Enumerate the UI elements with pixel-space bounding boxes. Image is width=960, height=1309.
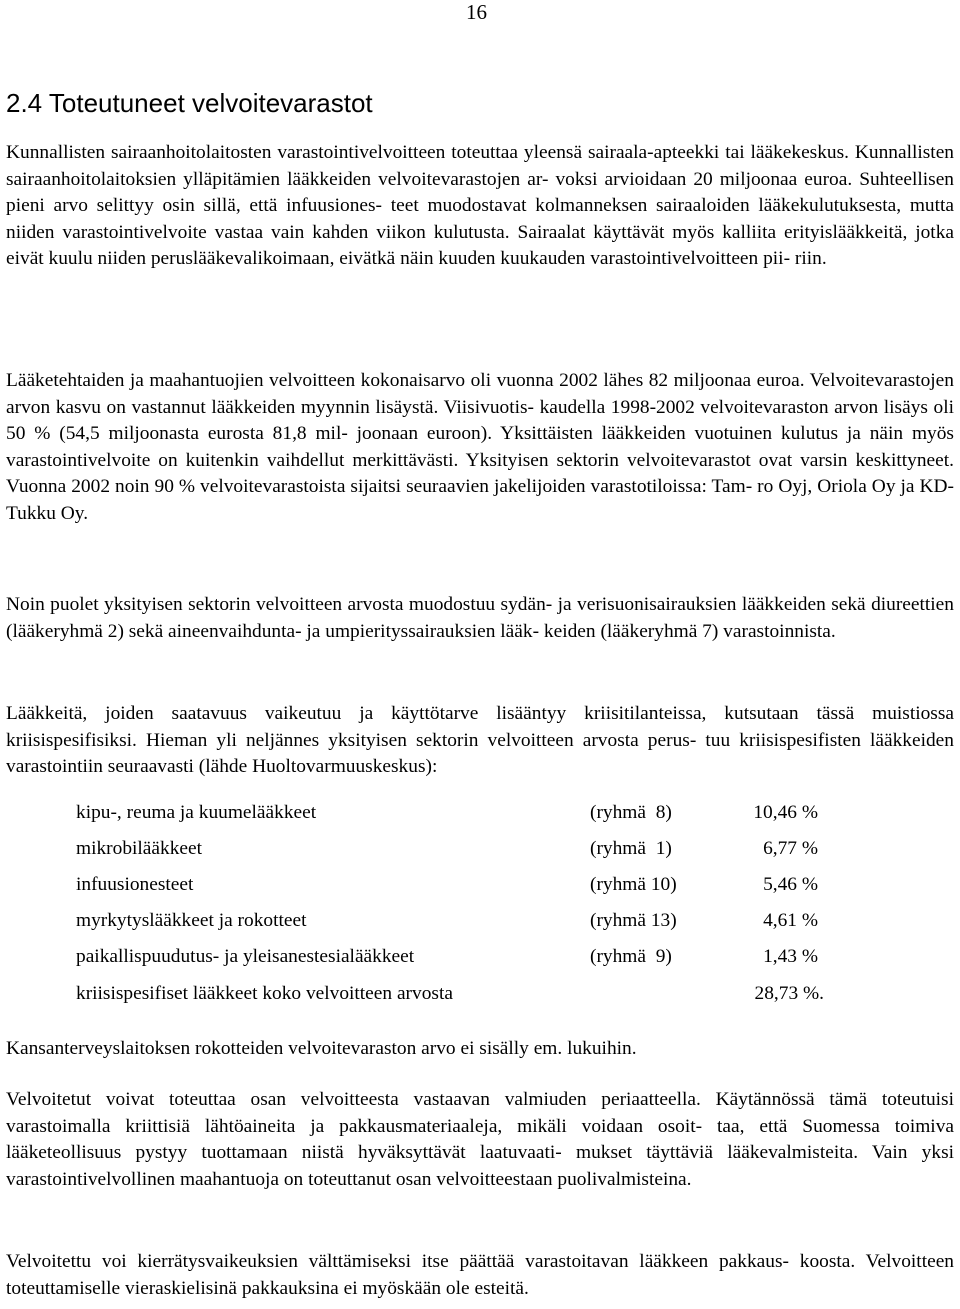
drug-group-name: paikallispuudutus- ja yleisanestesialääkkeet	[76, 946, 415, 967]
list-item	[76, 835, 836, 863]
paragraph-package-size	[6, 1249, 954, 1302]
list-item	[76, 907, 836, 935]
text-segment: ro Oyj, Oriola Oy ja KD-Tukku Oy.	[6, 476, 954, 524]
text-segment: kaudella 1998-2002 velvoitevaraston arvon lisäys oli 50 % (54,5 miljoonasta eurosta 81,8 mil -	[6, 397, 954, 445]
text-segment: tuu kriisispesifisten lääkkeiden varastointiin seuraavasti (lähde Huoltovarmuuskeskus):	[6, 729, 954, 778]
list-item	[76, 943, 836, 971]
text-segment: Velvoitetut voivat toteuttaa osan velvoitteesta vastaavan valmiuden periaatteella. Käytännössä tämä toteutuisi varastoimalla kriittisiä lähtöaineita ja pakkausmateriaaleja, mikäli voidaan osoit	[6, 1089, 954, 1137]
drug-group-percent: 5,46 %	[763, 874, 818, 895]
drug-total-percent: 28,73 %.	[754, 983, 824, 1004]
paragraph-readiness-principle	[6, 1087, 954, 1193]
drug-group-percent: 6,77 %	[763, 838, 818, 859]
section-heading: 2.4 Toteutuneet velvoitevarastot	[6, 88, 373, 118]
drug-group-number: (ryhmä 9)	[590, 946, 672, 967]
drug-group-number: (ryhmä 10)	[590, 874, 677, 895]
text-segment: taa, että Suomessa toimiva lääketeollisuus pystyy tuottamaan niistä hyväksyttävät laatuvaati -	[6, 1116, 954, 1164]
drug-group-percent: 10,46 %	[753, 802, 818, 823]
page-number: 16	[466, 0, 487, 24]
list-item	[76, 871, 836, 899]
paragraph-drug-groups	[6, 592, 954, 645]
drug-group-name: infuusionesteet	[76, 874, 194, 895]
text-segment: keiden (lääkeryhmä 7) varastoinnista.	[543, 620, 836, 642]
text-segment: joonaan euroon). Yksittäisten lääkkeiden vuotuinen kulutus ja näin myös varastointivelvoite on kuitenkin vaihdellut merkittävästi. Yksityisen sektorin velvoitevarastot ovat varsin keskittyneet. Vuonna 2002 noin 90 % velvoitevarastoista sijaitsi seuraavien jakelijoiden varastotiloissa: Tam -	[6, 423, 954, 497]
text-segment: riin.	[794, 248, 827, 270]
drug-group-number: (ryhmä 8)	[590, 802, 672, 823]
text-segment: koosta. Velvoitteen toteuttamiselle vieraskielisinä pakkauksina ei myöskään ole esteitä.	[6, 1251, 954, 1299]
drug-group-name: myrkytyslääkkeet ja rokotteet	[76, 910, 307, 931]
list-item-total	[76, 980, 836, 1008]
text-segment: teet muodostavat kolmanneksen sairaaloiden lääkekulutuksesta, mutta niiden varastointivelvoite vastaa vain kahden viikon kulutusta. Sairaalat käyttävät myös kalliita erityislääkkeitä, jotka eivät kuulu niiden peruslääkevalikoimaan, eivätkä näin kuuden kuukauden varastointivelvoitteen pii -	[6, 195, 954, 269]
drug-group-percent: 1,43 %	[763, 946, 818, 967]
list-item	[76, 799, 836, 827]
drug-total-name: kriisispesifiset lääkkeet koko velvoitteen arvosta	[76, 983, 453, 1004]
paragraph-manufacturers-stocks	[6, 368, 954, 528]
drug-group-name: mikrobilääkkeet	[76, 838, 202, 859]
paragraph-hospital-stocks	[6, 140, 954, 273]
text-segment: Velvoitettu voi kierrätysvaikeuksien välttämiseksi itse päättää varastoitavan lääkkeen pakkaus -	[6, 1251, 789, 1272]
drug-group-percent: 4,61 %	[763, 910, 818, 931]
text-segment: Kunnallisten sairaanhoitolaitosten varastointivelvoitteen toteuttaa yleensä sairaala-apteekki tai lääkekeskus. Kunnallisten sairaanhoitolaitoksien ylläpitämien lääkkeiden velvoitevarastojen ar -	[6, 142, 954, 190]
paragraph-crisis-specific	[6, 701, 954, 781]
drug-group-number: (ryhmä 13)	[590, 910, 677, 931]
text-segment: Lääkkeitä, joiden saatavuus vaikeutuu ja käyttötarve lisääntyy kriisitilanteissa, kutsutaan tässä muistiossa kriisispesifisiksi. Hieman yli neljännes yksityisen sektorin velvoitteen arvosta perus -	[6, 703, 954, 751]
paragraph-vaccines-note: Kansanterveyslaitoksen rokotteiden velvoitevaraston arvo ei sisälly em. lukuihin.	[6, 1038, 637, 1059]
text-segment: Noin puolet yksityisen sektorin velvoitteen arvosta muodostuu sydän- ja verisuonisairauksien lääkkeiden sekä diureettien (lääkeryhmä 2) sekä aineenvaihdunta- ja umpierityssairauksien lääk -	[6, 594, 954, 642]
text-segment: Lääketehtaiden ja maahantuojien velvoitteen kokonaisarvo oli vuonna 2002 lähes 82 miljoonaa euroa. Velvoitevarastojen arvon kasvu on vastannut lääkkeiden myynnin lisäystä. Viisivuotis -	[6, 370, 954, 418]
text-segment: mukset täyttäviä lääkevalmisteita. Vain yksi varastointivelvollinen maahantuoja on toteuttanut osan velvoitteestaan puolivalmisteina.	[6, 1142, 955, 1190]
drug-group-name: kipu-, reuma ja kuumelääkkeet	[76, 802, 317, 823]
drug-group-number: (ryhmä 1)	[590, 838, 672, 859]
text-segment: voksi arvioidaan 20 miljoonaa euroa. Suhteellisen pieni arvo selittyy osin sillä, että infuusiones -	[6, 169, 954, 217]
